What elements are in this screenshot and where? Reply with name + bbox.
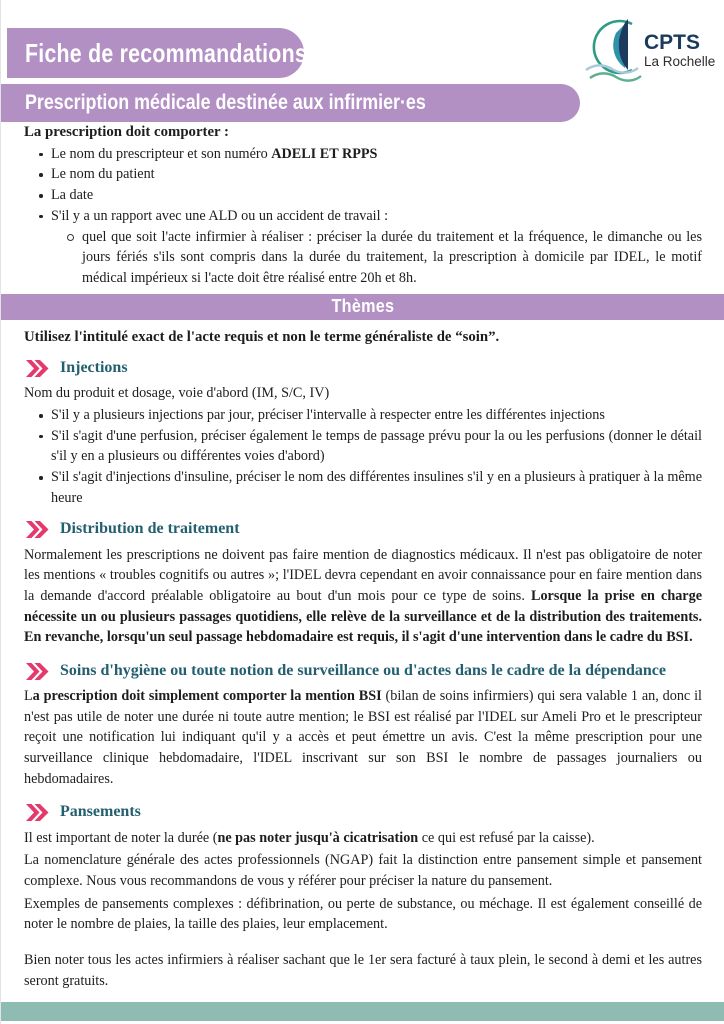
- section-title: Injections: [60, 358, 128, 376]
- list-item: S'il s'agit d'injections d'insuline, préciser le nom des différentes insulines s'il y en a plusieurs à pratiquer à la même heure: [38, 467, 702, 508]
- logo-graphic-icon: [580, 8, 718, 92]
- list-item: La date: [38, 185, 702, 206]
- section-lead: Nom du produit et dosage, voie d'abord (IM, S/C, IV): [24, 385, 330, 402]
- paragraph: Exemples de pansements complexes : défibrination, ou perte de substance, ou méchage. Il est également conseillé de noter le nombre de plaies, la taille des plaies, leur emplacement.: [24, 895, 702, 933]
- intro-heading: La prescription doit comporter :: [24, 124, 229, 140]
- logo-wave-green-icon: [590, 73, 641, 80]
- title-banner-label: Fiche de recommandations: [25, 37, 307, 68]
- list-item: S'il y a un rapport avec une ALD ou un accident de travail :: [38, 206, 702, 227]
- title-banner: [7, 28, 307, 78]
- list-item: S'il y a plusieurs injections par jour, préciser l'intervalle à respecter entre les différentes injections: [38, 405, 702, 426]
- logo-org-name: CPTS: [644, 31, 701, 54]
- sub-list-item: quel que soit l'acte infirmier à réaliser : préciser la durée du traitement et la fréquence, le dimanche ou les jours fériés s'ils sont compris dans la durée du traitement, la prescription à domicile par IDEL, le motif médical impérieux si l'acte doit être réalisé entre 20h et 8h.: [66, 227, 702, 289]
- themes-note: Utilisez l'intitulé exact de l'acte requis et non le terme généraliste de “soin”.: [24, 328, 500, 345]
- section-heading-soins-hygiene: [24, 660, 702, 682]
- double-chevron-icon: [26, 662, 49, 681]
- list-item: S'il s'agit d'une perfusion, préciser également le temps de passage prévu pour la ou les perfusions (donner le détail s'il y en a plusieurs ou différentes voies d'abord): [38, 426, 702, 467]
- footer-note: Bien noter tous les actes infirmiers à réaliser sachant que le 1er sera facturé à taux plein, le second à demi et les autres seront gratuits.: [24, 952, 702, 989]
- section-title: Distribution de traitement: [60, 520, 240, 538]
- subtitle-banner: [1, 84, 580, 122]
- paragraph: Normalement les prescriptions ne doivent pas faire mention de diagnostics médicaux. Il n'est pas obligatoire de noter les mentions « troubles cognitifs ou autres »; l'IDEL devra cependant en avoir connaissance pour en faire mention dans la demande d'accord préalable obligatoire au bout d'un mois pour ce type de soins. Lorsque la prise en charge nécessite un ou plusieurs passages quotidiens, elle relève de la surveillance et de la distribution des traitements. En revanche, lorsqu'un seul passage hebdomadaire est requis, il s'agit d'une intervention dans le cadre du BSI.: [24, 546, 702, 646]
- subtitle-banner-label: Prescription médicale destinée aux infirmier·es: [25, 91, 426, 114]
- paragraph: Il est important de noter la durée (ne pas noter jusqu'à cicatrisation ce qui est refusé par la caisse).: [24, 829, 595, 846]
- section-heading-pansements: [24, 802, 702, 824]
- paragraph: La nomenclature générale des actes professionnels (NGAP) fait la distinction entre pansement simple et pansement complexe. Nous vous recommandons de vous y référer pour préciser la nature du pansement.: [24, 852, 702, 889]
- cpts-la-rochelle-logo: [580, 8, 718, 92]
- section-title: Pansements: [60, 803, 141, 821]
- paragraph: La prescription doit simplement comporter la mention BSI (bilan de soins infirmiers) qui sera valable 1 an, donc il n'est pas utile de noter une durée ni toute autre mention; le BSI est réalisé par l'IDEL sur Ameli Pro et le prescripteur reçoit une notification lui indiquant qu'il y a accès et peut émettre un avis. C'est la même prescription pour une surveillance clinique hebdomadaire, l'IDEL inscrivant sur son BSI le nombre de passages journaliers ou hebdomadaires.: [24, 688, 702, 787]
- section-list: [38, 405, 702, 509]
- section-heading-injections: [24, 357, 702, 379]
- double-chevron-icon: [26, 359, 49, 378]
- double-chevron-icon: [26, 803, 49, 822]
- document-body: [1, 122, 724, 992]
- bottom-teal-bar: [1, 1002, 724, 1021]
- intro-list: [38, 144, 702, 227]
- section-heading-distribution: [24, 519, 702, 541]
- section-title: Soins d'hygiène ou toute notion de surveillance ou d'actes dans le cadre de la dépendance: [60, 661, 666, 679]
- themes-banner-label: Thèmes: [331, 296, 394, 317]
- double-chevron-icon: [26, 520, 49, 539]
- list-item: Le nom du patient: [38, 164, 702, 185]
- list-item: Le nom du prescripteur et son numéro ADELI ET RPPS: [38, 144, 702, 165]
- themes-banner: [1, 294, 724, 320]
- logo-city-name: La Rochelle: [644, 54, 716, 69]
